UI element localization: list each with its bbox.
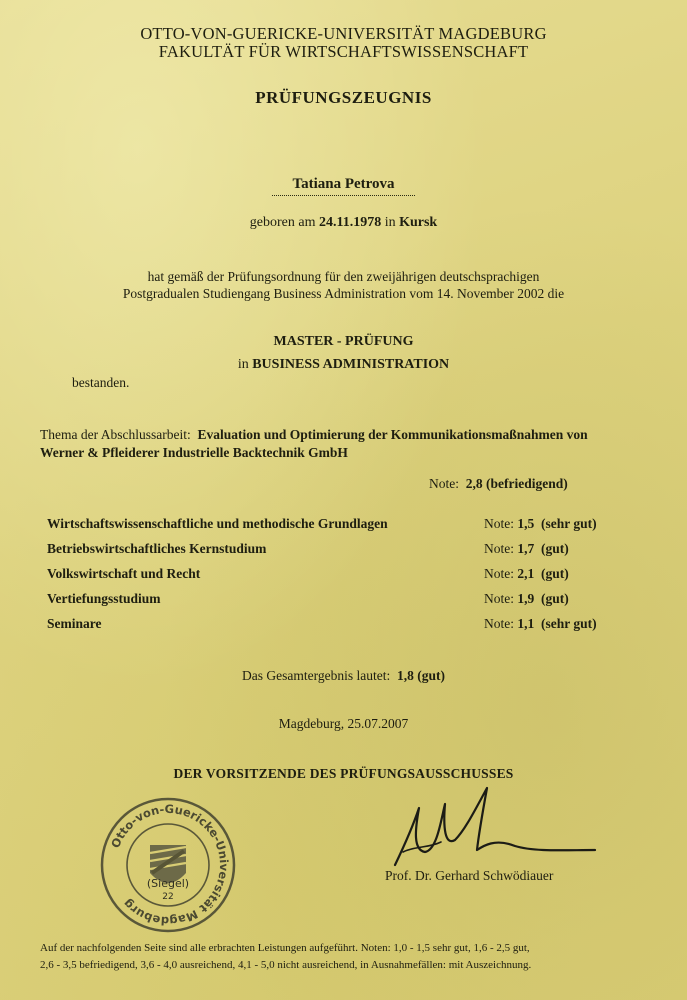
seal-number: 22 [162, 892, 174, 902]
thesis-note-label: Note: [429, 476, 459, 491]
committee-chair-title: DER VORSITZENDE DES PRÜFUNGSAUSSCHUSSES [173, 766, 514, 781]
subject-row [47, 616, 627, 641]
thesis-note [429, 476, 568, 492]
birth-place: Kursk [399, 215, 438, 230]
subject-grade: Note: 1,9 (gut) [484, 591, 569, 606]
subject-name: Seminare [47, 616, 102, 631]
intro-line-1: hat gemäß der Prüfungsordnung für den zweijährigen deutschsprachigen [147, 269, 540, 284]
subject-grade: Note: 1,1 (sehr gut) [484, 616, 597, 631]
subject-name: Volkswirtschaft und Recht [47, 566, 201, 581]
overall-result-label: Das Gesamtergebnis lautet: [242, 668, 391, 683]
intro-paragraph [0, 268, 687, 302]
born-in-word: in [384, 215, 396, 230]
birth-line [0, 215, 687, 231]
seal-ring-text: Otto-von-Guericke-Universität Magdeburg [108, 801, 232, 929]
university-name: OTTO-VON-GUERICKE-UNIVERSITÄT MAGDEBURG [140, 24, 547, 43]
place-date: Magdeburg, 25.07.2007 [278, 716, 409, 731]
exam-result: bestanden. [72, 375, 130, 390]
subject-name: Betriebswirtschaftliches Kernstudium [47, 541, 267, 556]
footnote-line-2: 2,6 - 3,5 befriedigend, 3,6 - 4,0 ausreichend, 4,1 - 5,0 nicht ausreichend, in Ausnahmefällen: mit Auszeichnung. [40, 959, 532, 971]
thesis-note-value: 2,8 (befriedigend) [465, 476, 568, 491]
grading-footnote [40, 940, 660, 974]
thesis-block [40, 426, 660, 462]
document-title: PRÜFUNGSZEUGNIS [255, 88, 432, 107]
university-seal-stamp [98, 795, 238, 935]
born-prefix: geboren am [249, 215, 316, 230]
subject-name: Wirtschaftswissenschaftliche und methodische Grundlagen [47, 516, 388, 531]
seal-center-text: (Siegel) [146, 877, 190, 890]
subject-grades-list [47, 516, 627, 641]
subject-row [47, 591, 627, 616]
signatory-name: Prof. Dr. Gerhard Schwödiauer [385, 868, 554, 883]
thesis-topic-part2: Werner & Pfleiderer Industrielle Backtechnik GmbH [40, 445, 348, 460]
faculty-name: FAKULTÄT FÜR WIRTSCHAFTSWISSENSCHAFT [158, 42, 529, 61]
subject-name: Vertiefungsstudium [47, 591, 161, 606]
subject-grade: Note: 1,7 (gut) [484, 541, 569, 556]
thesis-label: Thema der Abschlussarbeit: [40, 427, 191, 442]
intro-line-2: Postgradualen Studiengang Business Administration vom 14. November 2002 die [122, 286, 565, 301]
thesis-topic-part1: Evaluation und Optimierung der Kommunikationsmaßnahmen von [197, 427, 588, 442]
exam-in-word: in [237, 357, 249, 372]
subject-row [47, 566, 627, 591]
subject-row [47, 516, 627, 541]
overall-result [0, 668, 687, 684]
exam-title: MASTER - PRÜFUNG [273, 334, 414, 349]
subject-grade: Note: 2,1 (gut) [484, 566, 569, 581]
candidate-name-line [0, 175, 687, 196]
overall-result-value: 1,8 (gut) [396, 668, 445, 683]
subject-grade: Note: 1,5 (sehr gut) [484, 516, 597, 531]
subject-row [47, 541, 627, 566]
footnote-line-1: Auf der nachfolgenden Seite sind alle erbrachten Leistungen aufgeführt. Noten: 1,0 - 1,5 sehr gut, 1,6 - 2,5 gut, [40, 942, 530, 954]
exam-field-line [0, 357, 687, 373]
candidate-name: Tatiana Petrova [272, 176, 414, 196]
exam-field: BUSINESS ADMINISTRATION [252, 357, 450, 372]
handwritten-signature [385, 780, 605, 875]
birth-date: 24.11.1978 [318, 215, 382, 230]
